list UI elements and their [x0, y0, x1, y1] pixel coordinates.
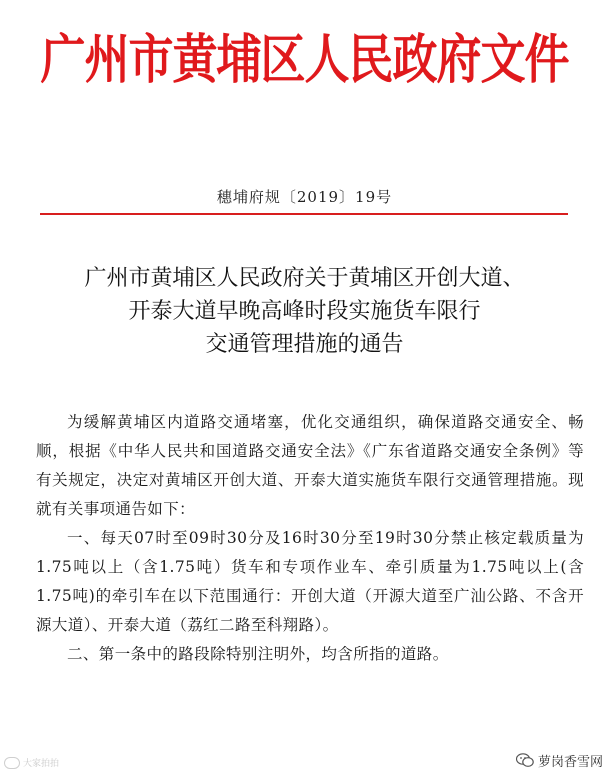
notice-title-line: 交通管理措施的通告: [205, 332, 404, 357]
notice-body: [36, 408, 584, 669]
watermark-right: [516, 751, 603, 770]
body-paragraph: 为缓解黄埔区内道路交通堵塞，优化交通组织，确保道路交通安全、畅顺，根据《中华人民共和国道路交通安全法》《广东省道路交通安全条例》等有关规定，决定对黄埔区开创大道、开泰大道实施货车限行交通管理措施。现就有关事项通告如下：: [36, 413, 584, 518]
document-header-title: 广州市黄埔区人民政府文件: [40, 27, 569, 91]
notice-title-line: 开泰大道早晚高峰时段实施货车限行: [128, 299, 481, 324]
notice-title: [0, 262, 609, 361]
watermark-left: [4, 756, 59, 769]
watermark-logo-icon: [4, 757, 20, 769]
body-paragraph: 二、第一条中的路段除特别注明外，均含所指的道路。: [67, 645, 449, 663]
document-number: 穗埔府规〔2019〕19号: [216, 188, 393, 206]
body-paragraph: 一、每天07时至09时30分及16时30分至19时30分禁止核定载质量为1.75吨以上（含1.75吨）货车和专项作业车、牵引质量为1.75吨以上(含1.75吨)的牵引车在以下范围通行：开创大道（开源大道至广汕公路、不含开源大道）、开泰大道（荔红二路至科翔路）。: [36, 529, 584, 634]
watermark-left-text: 大家拍拍: [23, 759, 60, 769]
notice-title-line: 广州市黄埔区人民政府关于黄埔区开创大道、: [84, 266, 525, 291]
red-divider: [40, 213, 568, 215]
wechat-icon: [516, 753, 534, 768]
watermark-right-text: 萝岗香雪网: [537, 755, 603, 770]
